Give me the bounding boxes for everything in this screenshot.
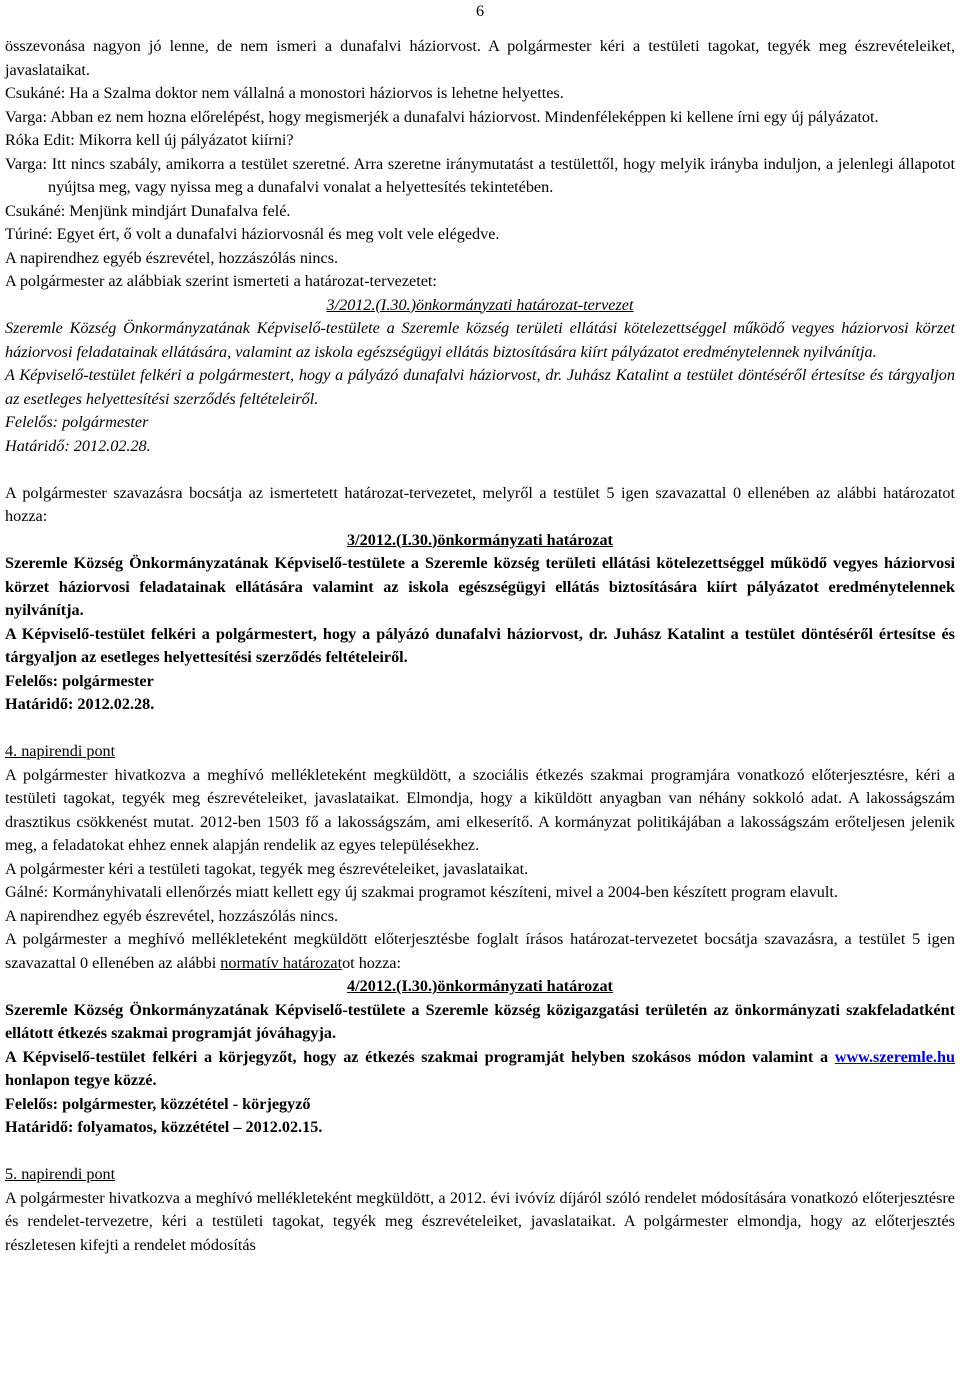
page-number: 6: [475, 2, 485, 20]
resolution-responsible: Felelős: polgármester: [5, 671, 154, 690]
draft-resolution-text: Szeremle Község Önkormányzatának Képviselő-testülete a Szeremle község területi ellátási kötelezettséggel működő vegyes háziorvosi körzet háziorvosi feladatainak ellátására, valamint az iskola egészségügyi ellátás biztosítására kiírt pályázatot eredménytelennek nyilvánítja.: [5, 319, 955, 361]
draft-resolution-title: 3/2012.(I.30.)önkormányzati határozat-tervezet: [326, 295, 634, 314]
paragraph: [5, 928, 955, 975]
spacer: [5, 717, 955, 741]
resolution-text: A Képviselő-testület felkéri a polgármestert, hogy a pályázó dunafalvi háziorvost, dr. Juhász Katalint a testület döntéséről értesítse és tárgyaljon az esetleges helyettesítési szerződés feltételeiről.: [5, 624, 955, 666]
paragraph-text: A polgármester a meghívó mellékleteként megküldött előterjesztésbe foglalt írásos határozat-tervezetet bocsátja szavazásra, a testület 5 igen szavazattal 0 ellenében az alábbi: [5, 930, 955, 972]
resolution-title: 4/2012.(I.30.)önkormányzati határozat: [347, 977, 613, 995]
paragraph: Róka Edit: Mikorra kell új pályázatot kiírni?: [5, 131, 294, 149]
paragraph-text: A Képviselő-testület felkéri a körjegyzőt, hogy az étkezés szakmai programját helyben szokásos módon valamint a: [5, 1047, 835, 1066]
paragraph: A napirendhez egyéb észrevétel, hozzászólás nincs.: [5, 906, 339, 925]
document-body: [5, 35, 955, 1257]
resolution-deadline: Határidő: folyamatos, közzététel – 2012.02.15.: [5, 1118, 323, 1136]
agenda-item-heading: 5. napirendi pont: [5, 1165, 116, 1183]
paragraph: A polgármester az alábbiak szerint ismerteti a határozat-tervezetet:: [5, 272, 437, 290]
resolution-deadline: Határidő: 2012.02.28.: [5, 695, 155, 713]
resolution-title: 3/2012.(I.30.)önkormányzati határozat: [347, 530, 613, 549]
paragraph: Csukáné: Ha a Szalma doktor nem vállalná a monostori háziorvos is lehetne helyettes.: [5, 84, 564, 102]
resolution-responsible: Felelős: polgármester, közzététel - körjegyző: [5, 1094, 311, 1113]
paragraph: A polgármester szavazásra bocsátja az ismertetett határozat-tervezetet, melyről a testület 5 igen szavazattal 0 ellenében az alábbi határozatot hozza:: [5, 483, 955, 525]
paragraph: A polgármester hivatkozva a meghívó mellékleteként megküldött, a szociális étkezés szakmai programjára vonatkozó előterjesztésre, kéri a testületi tagokat, tegyék meg észrevételeiket, javaslataikat. Elmondja, hogy a kiküldött anyagban van néhány sokkoló adat. A lakosságszám drasztikus csökkenést mutat. 2012-ben 1503 fő a lakosságszám, ami elkeserítő. A kormányzat politikájában a lakosságszám erőteljesen jelenik meg, a feladatokat ehhez ennek alapján rendelik az egyes településekhez.: [5, 765, 955, 854]
draft-resolution-text: A Képviselő-testület felkéri a polgármestert, hogy a pályázó dunafalvi háziorvost, dr. Juhász Katalint a testület döntéséről értesítse és tárgyaljon az esetleges helyettesítési szerződés feltételeiről.: [5, 366, 955, 408]
paragraph-text: ot hozza:: [342, 953, 401, 972]
paragraph: A polgármester hivatkozva a meghívó mellékleteként megküldött, a 2012. évi ivóvíz díjáról szóló rendelet módosítására vonatkozó előterjesztésre és rendelet-tervezetre, kéri a testületi tagokat, tegyék meg észrevételeiket, javaslataikat. A polgármester elmondja, hogy az előterjesztés részletesen kifejti a rendelet módosítás: [5, 1188, 955, 1254]
paragraph: A napirendhez egyéb észrevétel, hozzászólás nincs.: [5, 248, 339, 267]
paragraph: Csukáné: Menjünk mindjárt Dunafalva felé.: [5, 201, 291, 220]
agenda-item-heading: 4. napirendi pont: [5, 742, 116, 760]
paragraph: Túriné: Egyet ért, ő volt a dunafalvi háziorvosnál és meg volt vele elégedve.: [5, 225, 500, 243]
resolution-text: Szeremle Község Önkormányzatának Képviselő-testülete a Szeremle község közigazgatási területén az önkormányzati szakfeladatként ellátott étkezés szakmai programját jóváhagyja.: [5, 1000, 955, 1042]
spacer: [5, 458, 955, 482]
draft-responsible: Felelős: polgármester: [5, 413, 149, 431]
paragraph: Varga: Abban ez nem hozna előrelépést, hogy megismerjék a dunafalvi háziorvost. Mindenféleképpen ki kellene írni egy új pályázatot.: [5, 107, 879, 126]
resolution-text: Szeremle Község Önkormányzatának Képviselő-testülete a Szeremle község területi ellátási kötelezettséggel működő vegyes háziorvosi körzet háziorvosi feladatainak ellátására valamint az iskola egészségügyi ellátás biztosítására kiírt pályázatot eredménytelennek nyilvánítja.: [5, 554, 955, 619]
spacer: [5, 1140, 955, 1164]
paragraph: Gálné: Kormányhivatali ellenőrzés miatt kellett egy új szakmai programot készíteni, mivel a 2004-ben készített program elavult.: [5, 883, 838, 901]
paragraph: A polgármester kéri a testületi tagokat, tegyék meg észrevételeiket, javaslataikat.: [5, 859, 529, 878]
resolution-text: [5, 1046, 955, 1093]
normative-resolution-term: normatív határozat: [220, 953, 343, 972]
website-link[interactable]: www.szeremle.hu: [834, 1047, 955, 1066]
paragraph: összevonása nagyon jó lenne, de nem ismeri a dunafalvi háziorvost. A polgármester kéri a testületi tagokat, tegyék meg észrevételeiket, javaslataikat.: [5, 37, 955, 79]
draft-deadline: Határidő: 2012.02.28.: [5, 436, 151, 455]
paragraph-text: honlapon tegye közzé.: [5, 1071, 157, 1089]
paragraph: Varga: Itt nincs szabály, amikorra a testület szeretné. Arra szeretne iránymutatást a testülettől, hogy melyik irányba induljon, a jelenlegi állapotot nyújtsa meg, vagy nyissa meg a dunafalvi vonalat a helyettesítés tekintetében.: [5, 154, 955, 196]
